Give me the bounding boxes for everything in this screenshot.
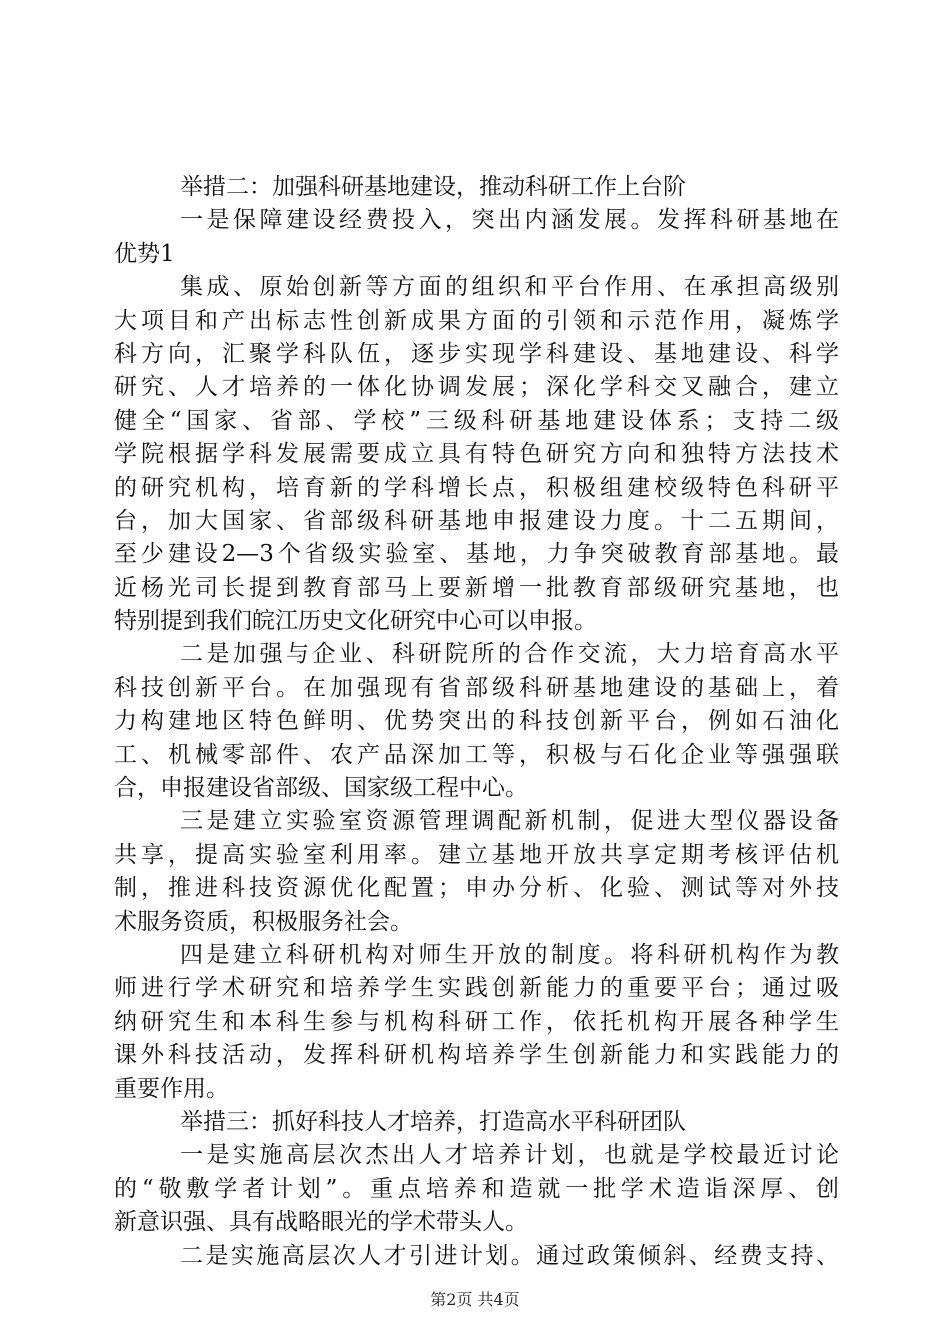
paragraph-line: 的研究机构，培育新的学科增长点，积极组建校级特色科研平 xyxy=(114,474,839,501)
paragraph-line: 一是实施高层次杰出人才培养计划，也就是学校最近讨论 xyxy=(180,1142,839,1169)
paragraph-line: 四是建立科研机构对师生开放的制度。将科研机构作为教 xyxy=(180,941,839,968)
paragraph-line: 一是保障建设经费投入，突出内涵发展。发挥科研基地在 xyxy=(180,207,839,234)
paragraph-line: 共享，提高实验室利用率。建立基地开放共享定期考核评估机 xyxy=(114,841,839,868)
section-heading: 举措二：加强科研基地建设，推动科研工作上台阶 xyxy=(180,174,686,200)
paragraph-line: 术服务资质，积极服务社会。 xyxy=(114,908,413,935)
paragraph-line: 新意识强、具有战略眼光的学术带头人。 xyxy=(114,1209,528,1236)
paragraph-line: 课外科技活动，发挥科研机构培养学生创新能力和实践能力的 xyxy=(114,1042,839,1069)
paragraph-line: 科技创新平台。在加强现有省部级科研基地建设的基础上，着 xyxy=(114,674,839,701)
document-body xyxy=(114,171,839,1273)
paragraph-line: 力构建地区特色鲜明、优势突出的科技创新平台，例如石油化 xyxy=(114,708,839,735)
section-heading: 举措三：抓好科技人才培养，打造高水平科研团队 xyxy=(180,1108,686,1135)
paragraph-line: 师进行学术研究和培养学生实践创新能力的重要平台；通过吸 xyxy=(114,975,839,1002)
paragraph-line: 研究、人才培养的一体化协调发展；深化学科交叉融合，建立 xyxy=(114,374,839,401)
paragraph-line: 健全“国家、省部、学校”三级科研基地建设体系；支持二级 xyxy=(114,407,839,434)
paragraph-line: 工、机械零部件、农产品深加工等，积极与石化企业等强强联 xyxy=(114,741,839,768)
paragraph-line: 大项目和产出标志性创新成果方面的引领和示范作用，凝炼学 xyxy=(114,307,839,334)
page-number-footer: 第2页 共4页 xyxy=(430,1290,520,1309)
paragraph-line: 二是实施高层次人才引进计划。通过政策倾斜、经费支持、 xyxy=(180,1242,839,1269)
paragraph-line: 制，推进科技资源优化配置；申办分析、化验、测试等对外技 xyxy=(114,875,839,902)
paragraph-line: 至少建设2—3个省级实验室、基地，力争突破教育部基地。最 xyxy=(114,541,839,568)
paragraph-line: 学院根据学科发展需要成立具有特色研究方向和独特方法技术 xyxy=(114,441,839,468)
paragraph-line: 重要作用。 xyxy=(114,1075,229,1102)
paragraph-line: 合，申报建设省部级、国家级工程中心。 xyxy=(114,775,528,802)
paragraph-line: 二是加强与企业、科研院所的合作交流，大力培育高水平 xyxy=(180,641,839,668)
paragraph-line: 纳研究生和本科生参与机构科研工作，依托机构开展各种学生 xyxy=(114,1008,839,1035)
paragraph-line: 优势1 xyxy=(114,240,175,267)
paragraph-line: 台，加大国家、省部级科研基地申报建设力度。十二五期间， xyxy=(114,507,839,534)
paragraph-line: 近杨光司长提到教育部马上要新增一批教育部级研究基地，也 xyxy=(114,574,839,601)
paragraph-line: 特别提到我们皖江历史文化研究中心可以申报。 xyxy=(114,608,597,635)
paragraph-line: 三是建立实验室资源管理调配新机制，促进大型仪器设备 xyxy=(180,808,839,835)
paragraph-line: 集成、原始创新等方面的组织和平台作用、在承担高级别 xyxy=(180,274,839,301)
paragraph-line: 的“敬敷学者计划”。重点培养和造就一批学术造诣深厚、创 xyxy=(114,1175,839,1202)
paragraph-line: 科方向，汇聚学科队伍，逐步实现学科建设、基地建设、科学 xyxy=(114,340,839,367)
